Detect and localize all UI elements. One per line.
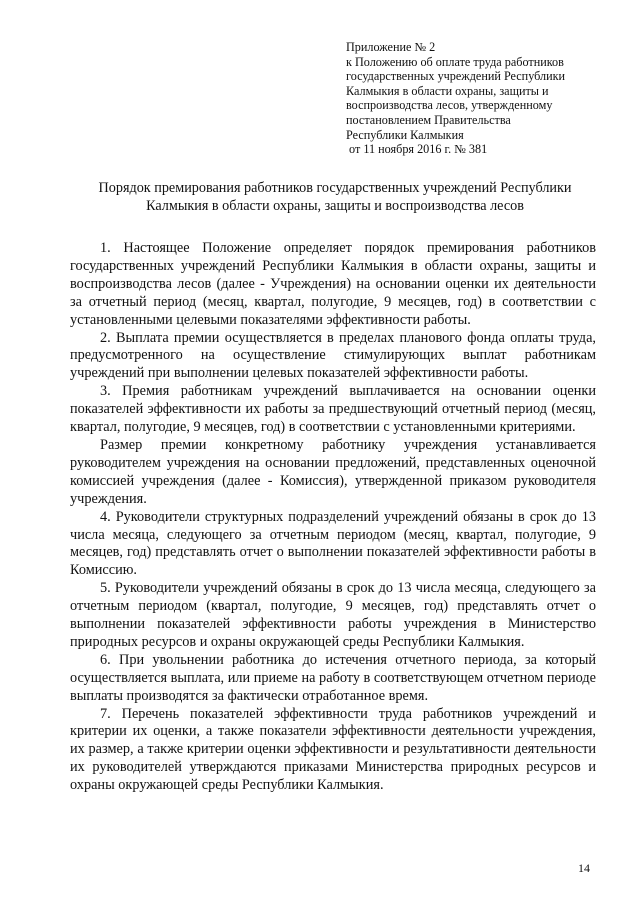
paragraph-3: 3. Премия работникам учреждений выплачивается на основании оценки показателей эффективности их работы за предшествующий отчетный период (месяц, квартал, полугодие, 9 месяцев, год) в соответствии с установленными критериями.: [70, 383, 596, 436]
appendix-line: от 11 ноября 2016 г. № 381: [346, 142, 488, 157]
appendix-line: к Положению об оплате труда работников: [346, 54, 564, 69]
appendix-line: государственных учреждений Республики: [346, 69, 566, 84]
paragraph-4: 4. Руководители структурных подразделений учреждений обязаны в срок до 13 числа месяца, следующего за отчетным периодом (месяц, квартал, полугодие, 9 месяцев, год) представлять отчет о выполнении показателей эффективности работы в Комиссию.: [70, 508, 596, 579]
paragraph-1: 1. Настоящее Положение определяет порядок премирования работников государственных учреждений Республики Калмыкия в области охраны, защиты и воспроизводства лесов (далее - Учреждения) на основании оценки их деятельности за отчетный период (месяц, квартал, полугодие, 9 месяцев, год) в соответствии с установленными целевыми показателями эффективности работы.: [70, 240, 596, 328]
paragraph-2: 2. Выплата премии осуществляется в пределах планового фонда оплаты труда, предусмотренного на осуществление стимулирующих выплат работникам учреждений при выполнении целевых показателей эффективности работы.: [70, 329, 596, 382]
appendix-line: воспроизводства лесов, утвержденному: [346, 98, 553, 113]
page-number: 14: [578, 861, 590, 875]
title-line: Калмыкия в области охраны, защиты и воспроизводства лесов: [146, 198, 524, 214]
appendix-line: Калмыкия в области охраны, защиты и: [346, 83, 549, 98]
appendix-line: Приложение № 2: [346, 40, 436, 54]
document-body: [70, 240, 596, 795]
appendix-line: Республики Калмыкия: [346, 127, 464, 142]
appendix-line: постановлением Правительства: [346, 112, 511, 127]
appendix-header: [346, 40, 616, 157]
paragraph-5: 5. Руководители учреждений обязаны в срок до 13 числа месяца, следующего за отчетным периодом (квартал, полугодие, 9 месяцев, год) представлять отчет о выполнении показателей эффективности работы учреждения в Министерство природных ресурсов и охраны окружающей среды Республики Калмыкия.: [70, 580, 596, 650]
paragraph-6: 6. При увольнении работника до истечения отчетного периода, за который осуществляется выплата, или приеме на работу в соответствующем отчетном периоде выплаты производятся за фактически отработанное время.: [70, 651, 596, 704]
title-line: Порядок премирования работников государственных учреждений Республики: [98, 180, 572, 196]
paragraph-3-continued: Размер премии конкретному работнику учреждения устанавливается руководителем учреждения на основании предложений, представленных оценочной комиссией учреждения (далее - Комиссия), утвержденной приказом руководителя учреждения.: [70, 436, 596, 507]
paragraph-7: 7. Перечень показателей эффективности труда работников учреждений и критерии их оценки, а также показатели эффективности деятельности учреждения, их размер, а также критерии оценки эффективности и результативности деятельности их руководителей утверждаются приказами Министерства природных ресурсов и охраны окружающей среды Республики Калмыкия.: [70, 705, 596, 794]
document-title: [60, 179, 610, 215]
